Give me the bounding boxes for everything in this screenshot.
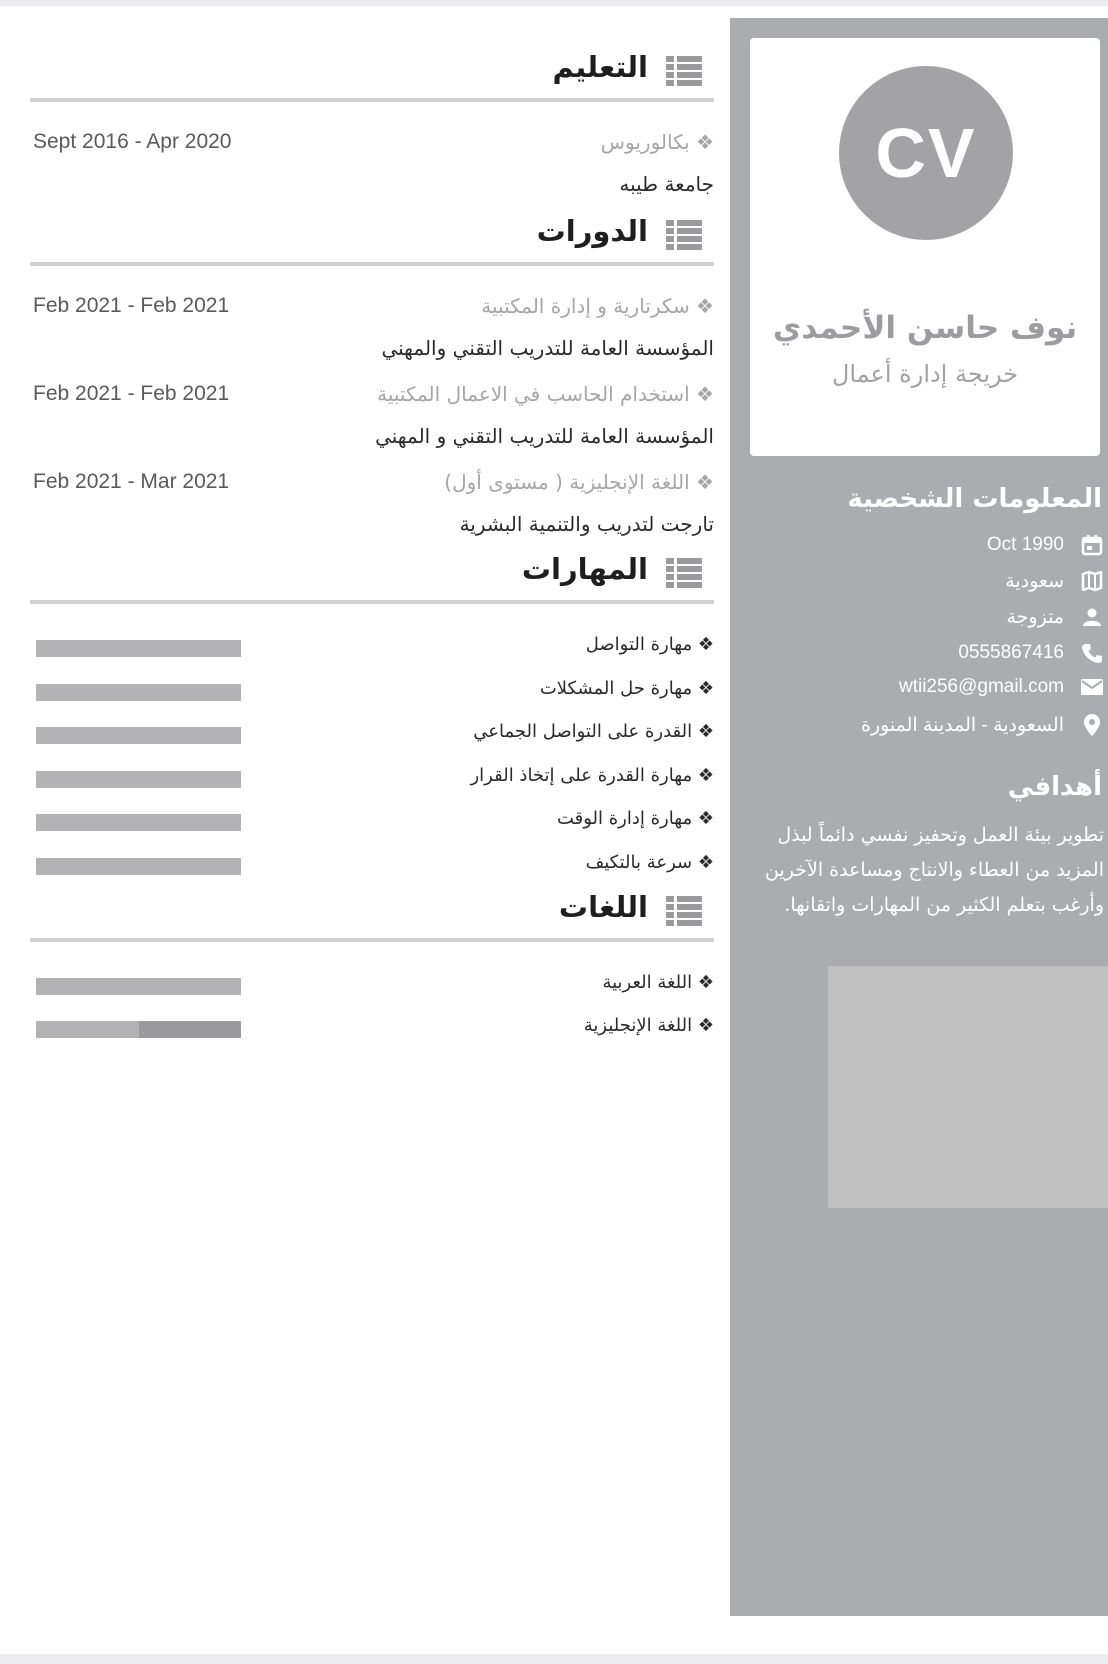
- courses-heading: الدورات: [536, 214, 648, 248]
- education-place: جامعة طيبه: [619, 172, 714, 196]
- list-icon: [666, 558, 702, 588]
- course-dates: Feb 2021 - Feb 2021: [33, 382, 230, 405]
- education-dates: Sept 2016 - Apr 2020: [33, 130, 232, 153]
- languages-heading: اللغات: [558, 890, 648, 924]
- map-icon: [1078, 567, 1106, 595]
- skill-label: ❖ سرعة بالتكيف: [585, 851, 714, 873]
- skill-label: ❖ مهارة القدرة على إتخاذ القرار: [470, 764, 714, 786]
- skill-label: ❖ مهارة حل المشكلات: [539, 677, 714, 699]
- skill-label: ❖ مهارة إدارة الوقت: [556, 808, 714, 829]
- photo-placeholder: [828, 966, 1108, 1208]
- info-text: سعودية: [1005, 570, 1064, 592]
- goals-text: تطوير بيئة العمل وتحفيز نفسي دائماً لبذل المزيد من العطاء والانتاج ومساعدة الآخرين وأرغب بتعلم الكثير من المهارات واتقانها.: [765, 824, 1104, 916]
- info-address: [730, 710, 1108, 740]
- location-pin-icon: [1078, 711, 1106, 739]
- info-nationality: [730, 566, 1108, 596]
- profile-title: خريجة إدارة أعمال: [831, 360, 1019, 388]
- course-dates: Feb 2021 - Feb 2021: [33, 294, 230, 317]
- skill-level-bar: [36, 640, 241, 657]
- education-degree: ❖ بكالوريوس: [600, 130, 714, 154]
- language-level-bar: [36, 1021, 241, 1038]
- language-level-fill: [139, 1021, 242, 1038]
- info-text: wtii256@gmail.com: [898, 676, 1064, 697]
- list-icon: [666, 56, 702, 86]
- info-phone: [730, 638, 1108, 668]
- info-text: Oct 1990: [986, 534, 1064, 555]
- goals-heading: أهدافي: [1007, 772, 1102, 802]
- skills-section-header: [30, 552, 714, 604]
- course-provider: المؤسسة العامة للتدريب التقني والمهني: [381, 336, 714, 360]
- calendar-icon: [1078, 531, 1106, 559]
- info-text: 0555867416: [958, 642, 1064, 663]
- info-email: [730, 672, 1108, 702]
- language-label: ❖ اللغة الإنجليزية: [583, 1015, 714, 1036]
- course-dates: Feb 2021 - Mar 2021: [33, 470, 230, 493]
- info-marital-status: [730, 602, 1108, 632]
- skills-heading: المهارات: [521, 552, 648, 586]
- skill-level-bar: [36, 684, 241, 701]
- skill-label: ❖ القدرة على التواصل الجماعي: [473, 721, 714, 742]
- phone-icon: [1078, 639, 1106, 667]
- courses-section-header: [30, 214, 714, 266]
- profile-name: نوف حاسن الأحمدي: [772, 310, 1078, 346]
- education-heading: التعليم: [552, 50, 648, 84]
- skill-label: ❖ مهارة التواصل: [585, 634, 714, 655]
- resume-page: [0, 6, 1108, 1654]
- skill-level-bar: [36, 727, 241, 744]
- info-text: السعودية - المدينة المنورة: [860, 714, 1064, 736]
- skill-level-bar: [36, 814, 241, 831]
- language-level-bar: [36, 978, 241, 995]
- course-provider: تارجت لتدريب والتنمية البشرية: [459, 512, 714, 536]
- avatar: CV: [839, 66, 1013, 240]
- education-section-header: [30, 50, 714, 102]
- personal-info-heading: المعلومات الشخصية: [847, 484, 1102, 514]
- info-birth-date: [730, 530, 1108, 560]
- course-provider: المؤسسة العامة للتدريب التقني و المهني: [375, 424, 714, 448]
- email-icon: [1078, 673, 1106, 701]
- person-icon: [1078, 603, 1106, 631]
- course-name: ❖ سكرتارية و إدارة المكتبية: [481, 294, 714, 318]
- sidebar: [730, 18, 1108, 1616]
- languages-section-header: [30, 890, 714, 942]
- skill-level-bar: [36, 771, 241, 788]
- course-name: ❖ استخدام الحاسب في الاعمال المكتبية: [377, 382, 714, 406]
- profile-card: [750, 38, 1100, 456]
- info-text: متزوجة: [1006, 606, 1064, 628]
- list-icon: [666, 220, 702, 250]
- language-label: ❖ اللغة العربية: [602, 972, 714, 993]
- skill-level-bar: [36, 858, 241, 875]
- list-icon: [666, 896, 702, 926]
- course-name: ❖ اللغة الإنجليزية ( مستوى أول): [444, 470, 714, 494]
